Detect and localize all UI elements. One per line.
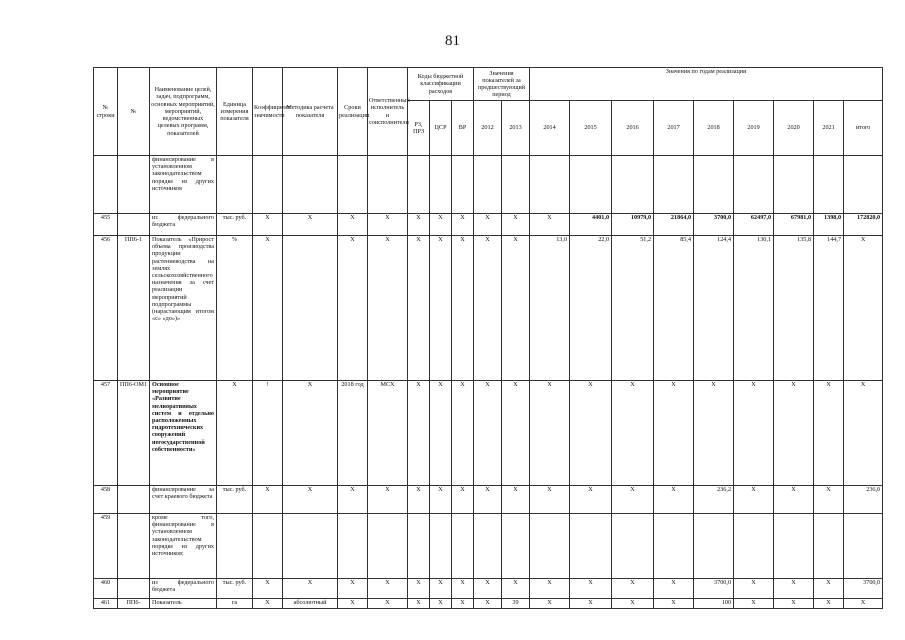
year-value-cell: 100 xyxy=(694,599,734,609)
vr-cell: X xyxy=(452,381,474,486)
total-value-cell: 172820,0 xyxy=(844,214,883,236)
year-value-cell: 130,1 xyxy=(734,236,774,381)
header-year: 2021 xyxy=(814,101,844,156)
year-value-cell: 62497,0 xyxy=(734,214,774,236)
vr-cell xyxy=(452,156,474,214)
row-number-cell: 459 xyxy=(94,514,118,579)
year-value-cell: X xyxy=(774,381,814,486)
year-value-cell: X xyxy=(502,486,530,514)
year-value-cell: 135,8 xyxy=(774,236,814,381)
csr-cell xyxy=(430,156,452,214)
year-value-cell: X xyxy=(474,486,502,514)
name-cell: Показатель xyxy=(150,599,217,609)
total-value-cell: X xyxy=(844,381,883,486)
total-value-cell: X xyxy=(844,236,883,381)
year-value-cell: 1398,0 xyxy=(814,214,844,236)
unit-cell xyxy=(217,156,253,214)
year-value-cell: 144,7 xyxy=(814,236,844,381)
header-year: 2013 xyxy=(502,101,530,156)
header-coef: Коэффициент значимости xyxy=(253,68,283,156)
year-value-cell: X xyxy=(774,579,814,599)
year-value-cell: X xyxy=(530,486,570,514)
csr-cell: X xyxy=(430,486,452,514)
method-cell xyxy=(283,156,338,214)
csr-cell: X xyxy=(430,236,452,381)
unit-cell: тыс. руб. xyxy=(217,579,253,599)
terms-cell: X xyxy=(338,599,368,609)
method-cell: X xyxy=(283,381,338,486)
header-years-values: Значения по годам реализации xyxy=(530,68,883,101)
year-value-cell xyxy=(502,514,530,579)
year-value-cell xyxy=(530,156,570,214)
code-cell xyxy=(118,486,150,514)
year-value-cell: X xyxy=(474,599,502,609)
year-value-cell: X xyxy=(814,599,844,609)
year-value-cell: X xyxy=(474,236,502,381)
indicators-table xyxy=(93,67,883,609)
year-value-cell: X xyxy=(814,486,844,514)
year-value-cell: X xyxy=(814,579,844,599)
name-cell: финансирование за счет краевого бюджета xyxy=(150,486,217,514)
table-row xyxy=(94,236,883,381)
method-cell: X xyxy=(283,579,338,599)
year-value-cell: 22,0 xyxy=(570,236,612,381)
total-value-cell: 236,0 xyxy=(844,486,883,514)
method-cell: X xyxy=(283,214,338,236)
rz-cell: X xyxy=(408,486,430,514)
unit-cell: % xyxy=(217,236,253,381)
total-value-cell: X xyxy=(844,599,883,609)
year-value-cell: X xyxy=(654,599,694,609)
year-value-cell xyxy=(734,514,774,579)
rz-cell: X xyxy=(408,214,430,236)
year-value-cell: X xyxy=(654,486,694,514)
terms-cell: 2018 год xyxy=(338,381,368,486)
method-cell xyxy=(283,236,338,381)
year-value-cell: X xyxy=(734,486,774,514)
unit-cell: га xyxy=(217,599,253,609)
coef-cell xyxy=(253,156,283,214)
name-cell: из федерального бюджета xyxy=(150,579,217,599)
year-value-cell: X xyxy=(612,486,654,514)
year-value-cell: 3700,0 xyxy=(694,579,734,599)
year-value-cell: 3700,0 xyxy=(694,214,734,236)
coef-cell: X xyxy=(253,599,283,609)
csr-cell xyxy=(430,514,452,579)
unit-cell: X xyxy=(217,381,253,486)
coef-cell: X xyxy=(253,214,283,236)
method-cell: X xyxy=(283,486,338,514)
header-year: 2015 xyxy=(570,101,612,156)
year-value-cell: 85,4 xyxy=(654,236,694,381)
year-value-cell: X xyxy=(774,486,814,514)
rz-cell xyxy=(408,514,430,579)
row-number-cell: 458 xyxy=(94,486,118,514)
year-value-cell: X xyxy=(474,579,502,599)
header-year: 2018 xyxy=(694,101,734,156)
year-value-cell xyxy=(814,514,844,579)
year-value-cell xyxy=(814,156,844,214)
year-value-cell: X xyxy=(694,381,734,486)
header-total: итого xyxy=(844,101,883,156)
year-value-cell xyxy=(654,514,694,579)
rz-cell: X xyxy=(408,236,430,381)
year-value-cell: X xyxy=(814,381,844,486)
vr-cell: X xyxy=(452,236,474,381)
header-csr: ЦСР xyxy=(430,101,452,156)
year-value-cell: X xyxy=(530,381,570,486)
header-unit: Единица измерения показателя xyxy=(217,68,253,156)
year-value-cell xyxy=(474,156,502,214)
header-year: 2012 xyxy=(474,101,502,156)
year-value-cell: 4401,0 xyxy=(570,214,612,236)
vr-cell: X xyxy=(452,579,474,599)
total-value-cell xyxy=(844,514,883,579)
year-value-cell: X xyxy=(734,599,774,609)
year-value-cell: X xyxy=(530,214,570,236)
executor-cell: МСХ xyxy=(368,381,408,486)
terms-cell: X xyxy=(338,236,368,381)
name-cell: Основное мероприятие «Развитие мелиоративных систем и отдельно расположенных гидротехнических сооружений негосударственной собственности» xyxy=(150,381,217,486)
coef-cell xyxy=(253,514,283,579)
year-value-cell: X xyxy=(502,236,530,381)
unit-cell: тыс. руб. xyxy=(217,486,253,514)
rz-cell: X xyxy=(408,599,430,609)
terms-cell xyxy=(338,514,368,579)
code-cell xyxy=(118,214,150,236)
header-year: 2019 xyxy=(734,101,774,156)
total-value-cell xyxy=(844,156,883,214)
name-cell: Показатель «Прирост объема производства продукции растениеводства на землях сельскохозяйственного назначения за счет реализации мероприятий подпрограммы (нарастающим итогом «с» «до»)» xyxy=(150,236,217,381)
terms-cell: X xyxy=(338,579,368,599)
page-number: 81 xyxy=(445,33,460,49)
year-value-cell xyxy=(502,156,530,214)
vr-cell: X xyxy=(452,486,474,514)
executor-cell xyxy=(368,514,408,579)
vr-cell: X xyxy=(452,214,474,236)
year-value-cell xyxy=(694,514,734,579)
row-number-cell: 461 xyxy=(94,599,118,609)
year-value-cell xyxy=(530,514,570,579)
year-value-cell: X xyxy=(474,381,502,486)
year-value-cell: X xyxy=(530,599,570,609)
table-row xyxy=(94,579,883,599)
header-no: № xyxy=(118,68,150,156)
year-value-cell: X xyxy=(570,579,612,599)
vr-cell xyxy=(452,514,474,579)
unit-cell: тыс. руб. xyxy=(217,214,253,236)
year-value-cell: 67981,0 xyxy=(774,214,814,236)
executor-cell: X xyxy=(368,486,408,514)
csr-cell: X xyxy=(430,599,452,609)
row-number-cell: 460 xyxy=(94,579,118,599)
executor-cell: X xyxy=(368,236,408,381)
rz-cell xyxy=(408,156,430,214)
coef-cell: X xyxy=(253,236,283,381)
header-rz: РЗ, ПРЗ xyxy=(408,101,430,156)
year-value-cell xyxy=(694,156,734,214)
year-value-cell xyxy=(774,514,814,579)
csr-cell: X xyxy=(430,381,452,486)
year-value-cell xyxy=(612,156,654,214)
terms-cell xyxy=(338,156,368,214)
row-number-cell: 457 xyxy=(94,381,118,486)
year-value-cell: 10979,0 xyxy=(612,214,654,236)
header-executor: Ответственный исполнитель и соисполнители xyxy=(368,68,408,156)
executor-cell: X xyxy=(368,599,408,609)
executor-cell: X xyxy=(368,214,408,236)
coef-cell: X xyxy=(253,579,283,599)
year-value-cell: X xyxy=(612,381,654,486)
coef-cell: ! xyxy=(253,381,283,486)
year-value-cell: X xyxy=(570,381,612,486)
year-value-cell: X xyxy=(530,579,570,599)
year-value-cell: X xyxy=(570,599,612,609)
year-value-cell xyxy=(774,156,814,214)
header-year: 2014 xyxy=(530,101,570,156)
name-cell: кроме того, финансирование в установленном законодательством порядке из других источников: xyxy=(150,514,217,579)
row-number-cell xyxy=(94,156,118,214)
method-cell xyxy=(283,514,338,579)
vr-cell: X xyxy=(452,599,474,609)
header-year: 2016 xyxy=(612,101,654,156)
code-cell xyxy=(118,156,150,214)
header-prev-values: Значения показателей за предшествующий период xyxy=(474,68,530,101)
table-row xyxy=(94,599,883,609)
executor-cell xyxy=(368,156,408,214)
method-cell: абсолютный xyxy=(283,599,338,609)
table-row xyxy=(94,514,883,579)
header-vr: ВР xyxy=(452,101,474,156)
header-budget-codes: Коды бюджетной классификации расходов xyxy=(408,68,474,101)
header-row-no: № строки xyxy=(94,68,118,156)
header-method: Методика расчета показателя xyxy=(283,68,338,156)
year-value-cell: 21864,0 xyxy=(654,214,694,236)
year-value-cell: X xyxy=(654,381,694,486)
code-cell xyxy=(118,514,150,579)
year-value-cell: X xyxy=(654,579,694,599)
csr-cell: X xyxy=(430,214,452,236)
rz-cell: X xyxy=(408,579,430,599)
year-value-cell: 13,0 xyxy=(530,236,570,381)
header-year: 2020 xyxy=(774,101,814,156)
year-value-cell: 236,2 xyxy=(694,486,734,514)
name-cell: из федерального бюджета xyxy=(150,214,217,236)
year-value-cell: X xyxy=(774,599,814,609)
year-value-cell: X xyxy=(502,214,530,236)
year-value-cell: 124,4 xyxy=(694,236,734,381)
name-cell: финансирование в установленном законодательством порядке из других источников xyxy=(150,156,217,214)
year-value-cell: X xyxy=(502,579,530,599)
terms-cell: X xyxy=(338,486,368,514)
coef-cell: X xyxy=(253,486,283,514)
row-number-cell: 456 xyxy=(94,236,118,381)
code-cell: ПП6-ОМ1 xyxy=(118,381,150,486)
header-year: 2017 xyxy=(654,101,694,156)
year-value-cell xyxy=(734,156,774,214)
rz-cell: X xyxy=(408,381,430,486)
csr-cell: X xyxy=(430,579,452,599)
year-value-cell: X xyxy=(734,579,774,599)
year-value-cell: X xyxy=(474,214,502,236)
year-value-cell: X xyxy=(502,381,530,486)
year-value-cell xyxy=(612,514,654,579)
terms-cell: X xyxy=(338,214,368,236)
header-terms: Сроки реализации xyxy=(338,68,368,156)
table-row xyxy=(94,214,883,236)
code-cell: ПП6- xyxy=(118,599,150,609)
header-name: Наименование целей, задач, подпрограмм, основных мероприятий, мероприятий, ведомственных целевых программ, показателей xyxy=(150,68,217,156)
table-row xyxy=(94,156,883,214)
code-cell: ПП6-1 xyxy=(118,236,150,381)
year-value-cell: 39 xyxy=(502,599,530,609)
table-row xyxy=(94,381,883,486)
year-value-cell: X xyxy=(612,579,654,599)
year-value-cell: X xyxy=(734,381,774,486)
year-value-cell xyxy=(654,156,694,214)
code-cell xyxy=(118,579,150,599)
row-number-cell: 455 xyxy=(94,214,118,236)
year-value-cell: 51,2 xyxy=(612,236,654,381)
total-value-cell: 3700,0 xyxy=(844,579,883,599)
year-value-cell xyxy=(474,514,502,579)
year-value-cell: X xyxy=(570,486,612,514)
unit-cell xyxy=(217,514,253,579)
year-value-cell: X xyxy=(612,599,654,609)
year-value-cell xyxy=(570,156,612,214)
executor-cell: X xyxy=(368,579,408,599)
year-value-cell xyxy=(570,514,612,579)
table-row xyxy=(94,486,883,514)
